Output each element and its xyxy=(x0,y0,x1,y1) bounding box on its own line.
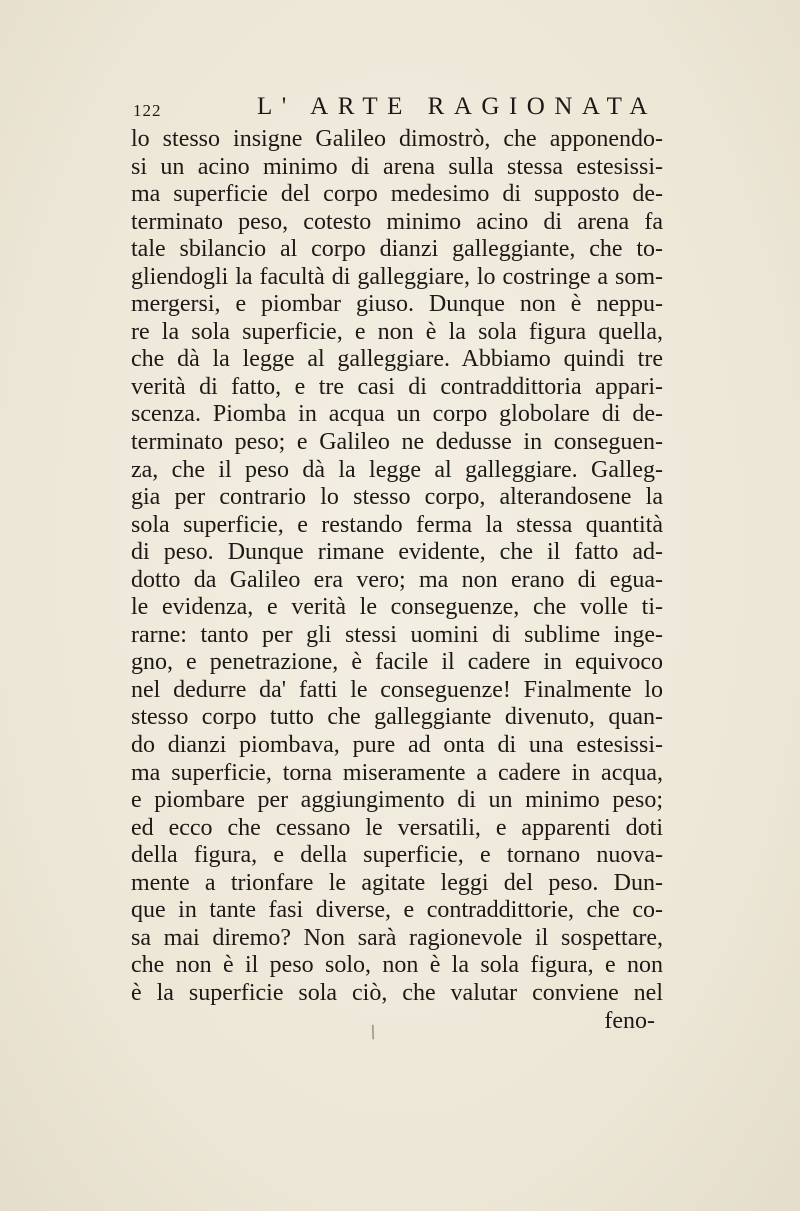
text-line: mergersi, e piombar giuso. Dunque non è neppu- xyxy=(131,291,663,318)
text-line: sa mai diremo? Non sarà ragionevole il sospettare, xyxy=(131,924,663,951)
text-line: che non è il peso solo, non è la sola figura, e non xyxy=(131,952,663,979)
text-line: terminato peso, cotesto minimo acino di arena fa xyxy=(131,208,663,235)
page-header xyxy=(133,93,657,123)
text-line: tale sbilancio al corpo dianzi galleggiante, che to- xyxy=(131,236,663,263)
text-line: della figura, e della superficie, e tornano nuova- xyxy=(131,842,663,869)
text-line: za, che il peso dà la legge al galleggiare. Galleg- xyxy=(131,456,663,483)
text-line: rarne: tanto per gli stessi uomini di sublime inge- xyxy=(131,621,663,648)
text-line: ma superficie del corpo medesimo di supposto de- xyxy=(131,181,663,208)
page-number: 122 xyxy=(133,101,162,120)
body-text xyxy=(131,126,663,1035)
text-line: di peso. Dunque rimane evidente, che il fatto ad- xyxy=(131,539,663,566)
text-line: mente a trionfare le agitate leggi del peso. Dun- xyxy=(131,869,663,896)
text-line: si un acino minimo di arena sulla stessa estesissi- xyxy=(131,153,663,180)
running-title: L' ARTE RAGIONATA xyxy=(257,93,657,120)
text-line: re la sola superficie, e non è la sola figura quella, xyxy=(131,318,663,345)
text-line: sola superficie, e restando ferma la stessa quantità xyxy=(131,511,663,538)
text-line: e piombare per aggiungimento di un minimo peso; xyxy=(131,787,663,814)
text-line: le evidenza, e verità le conseguenze, che volle ti- xyxy=(131,594,663,621)
text-line: è la superficie sola ciò, che valutar conviene nel xyxy=(131,979,663,1006)
text-line: do dianzi piombava, pure ad onta di una estesissi- xyxy=(131,732,663,759)
text-line: gia per contrario lo stesso corpo, alterandosene la xyxy=(131,484,663,511)
catchword: feno- xyxy=(604,1007,655,1034)
text-line: scenza. Piomba in acqua un corpo globolare di de- xyxy=(131,401,663,428)
text-line: verità di fatto, e tre casi di contraddittoria appari- xyxy=(131,373,663,400)
text-line: terminato peso; e Galileo ne dedusse in conseguen- xyxy=(131,429,663,456)
text-line: gliendogli la facultà di galleggiare, lo costringe a som- xyxy=(131,263,663,290)
text-line: che dà la legge al galleggiare. Abbiamo quindi tre xyxy=(131,346,663,373)
text-line: dotto da Galileo era vero; ma non erano di egua- xyxy=(131,566,663,593)
text-line: ed ecco che cessano le versatili, e apparenti doti xyxy=(131,814,663,841)
text-line: stesso corpo tutto che galleggiante divenuto, quan- xyxy=(131,704,663,731)
text-line: ma superficie, torna miseramente a cadere in acqua, xyxy=(131,759,663,786)
text-line: nel dedurre da' fatti le conseguenze! Finalmente lo xyxy=(131,676,663,703)
text-line: que in tante fasi diverse, e contraddittorie, che co- xyxy=(131,897,663,924)
text-line: lo stesso insigne Galileo dimostrò, che apponendo- xyxy=(131,126,663,152)
text-line: gno, e penetrazione, è facile il cadere in equivoco xyxy=(131,649,663,676)
